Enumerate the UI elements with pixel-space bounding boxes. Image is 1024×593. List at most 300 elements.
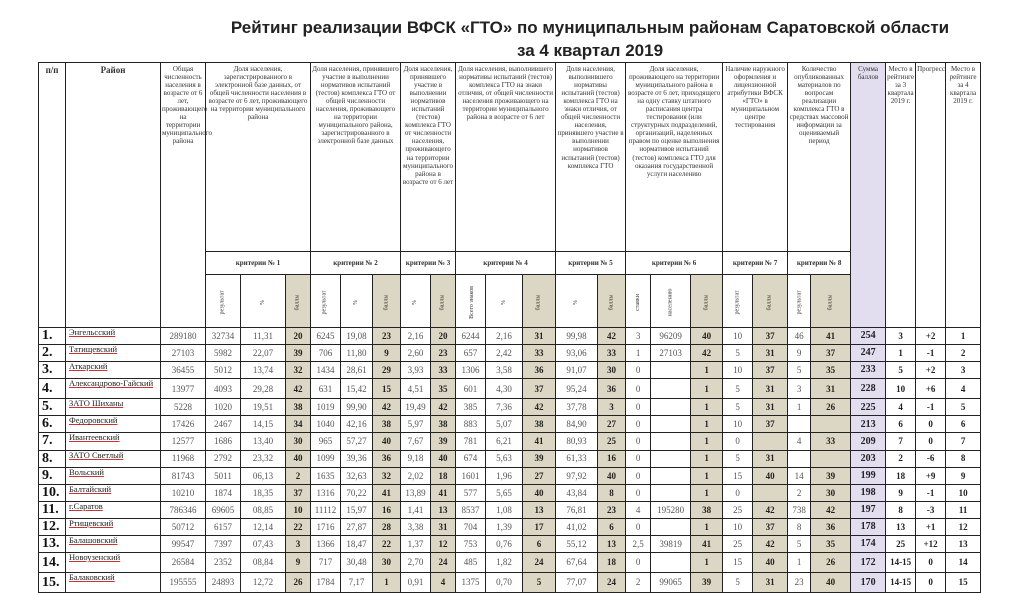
subheader-rates — [626, 275, 651, 328]
cell: 601 — [456, 379, 486, 399]
cell: 80,93 — [556, 433, 598, 450]
subheader-points — [523, 275, 556, 328]
cell: 385 — [456, 399, 486, 416]
row-number: 14. — [39, 553, 66, 573]
table-row — [39, 536, 981, 553]
cell: 1434 — [311, 362, 341, 379]
cell: 99,98 — [556, 328, 598, 345]
place-q3-cell: 9 — [886, 484, 916, 501]
points-cell: 18 — [431, 467, 456, 484]
row-number: 7. — [39, 433, 66, 450]
cell: 3 — [788, 379, 811, 399]
district-name: Балтайский — [66, 484, 161, 501]
place-q4-cell: 5 — [946, 399, 981, 416]
subheader-text: баллы — [827, 294, 834, 310]
cell: 10 — [723, 362, 753, 379]
subheader-pct — [556, 275, 598, 328]
cell: 27,87 — [341, 518, 373, 535]
points-cell: 17 — [523, 518, 556, 535]
points-cell: 12 — [431, 536, 456, 553]
rating-table — [38, 62, 981, 593]
sum-cell: 174 — [851, 536, 886, 553]
cell: 3,58 — [486, 362, 523, 379]
cell: 0,76 — [486, 536, 523, 553]
table-row — [39, 362, 981, 379]
points-cell: 1 — [691, 416, 723, 433]
row-number: 4. — [39, 379, 66, 399]
cell: 95,24 — [556, 379, 598, 399]
cell: 5,07 — [486, 416, 523, 433]
points-cell: 42 — [431, 399, 456, 416]
points-cell: 36 — [598, 379, 626, 399]
cell — [651, 399, 691, 416]
cell: 99,90 — [341, 399, 373, 416]
cell: 485 — [456, 553, 486, 573]
header-criterion-5: Доля населения, выполнившего нормативы испытаний (тестов) комплекса ГТО на знаки отличия, от общей численности населения, принявшего участие в выполнении нормативов испытаний (тестов) комплекса ГТО — [556, 63, 626, 252]
progress-cell: +6 — [916, 379, 946, 399]
points-cell: 38 — [691, 501, 723, 518]
points-cell: 13 — [431, 501, 456, 518]
subheader-pct — [401, 275, 431, 328]
district-name: Новоузенский — [66, 553, 161, 573]
points-cell — [753, 484, 788, 501]
cell: 0 — [626, 553, 651, 573]
points-cell: 31 — [431, 518, 456, 535]
cell: 3,38 — [401, 518, 431, 535]
cell: 2,02 — [401, 467, 431, 484]
cell: 69605 — [206, 501, 241, 518]
cell: 0 — [626, 433, 651, 450]
points-cell: 39 — [286, 345, 311, 362]
cell: 27103 — [161, 345, 206, 362]
subheader-text: % — [500, 299, 507, 305]
cell: 738 — [788, 501, 811, 518]
cell: 5 — [723, 399, 753, 416]
header-place-q3: Место в рейтинге за 3 квартала 2019 г. — [886, 63, 916, 328]
row-number: 8. — [39, 450, 66, 467]
progress-cell: -3 — [916, 501, 946, 518]
cell: 61,33 — [556, 450, 598, 467]
points-cell — [811, 450, 851, 467]
points-cell: 38 — [523, 416, 556, 433]
cell: 12577 — [161, 433, 206, 450]
district-name: Ртищевский — [66, 518, 161, 535]
header-place-q4: Место в рейтинге за 4 квартала 2019 г. — [946, 63, 981, 328]
place-q3-cell: 18 — [886, 467, 916, 484]
row-number: 10. — [39, 484, 66, 501]
page-title: Рейтинг реализации ВФСК «ГТО» по муниципальным районам Саратовской области — [230, 18, 950, 37]
points-cell: 41 — [373, 484, 401, 501]
place-q3-cell: 1 — [886, 345, 916, 362]
subheader-points — [431, 275, 456, 328]
cell: 1040 — [311, 416, 341, 433]
cell: 77,07 — [556, 573, 598, 593]
cell: 6157 — [206, 518, 241, 535]
cell: 42,16 — [341, 416, 373, 433]
cell: 2,60 — [401, 345, 431, 362]
points-cell: 40 — [523, 484, 556, 501]
progress-cell: +2 — [916, 362, 946, 379]
cell: 0 — [626, 416, 651, 433]
cell: 1874 — [206, 484, 241, 501]
cell: 1635 — [311, 467, 341, 484]
cell: 965 — [311, 433, 341, 450]
points-cell: 42 — [523, 399, 556, 416]
sum-cell: 213 — [851, 416, 886, 433]
row-number: 15. — [39, 573, 66, 593]
cell: 08,84 — [241, 553, 286, 573]
table-row — [39, 573, 981, 593]
cell: 6245 — [311, 328, 341, 345]
cell: 1716 — [311, 518, 341, 535]
cell: 2792 — [206, 450, 241, 467]
row-number: 9. — [39, 467, 66, 484]
subheader-text: % — [259, 299, 266, 305]
subheader-text: населению — [667, 288, 674, 316]
place-q3-cell: 7 — [886, 433, 916, 450]
district-name: Вольский — [66, 467, 161, 484]
points-cell: 30 — [811, 484, 851, 501]
sum-cell: 233 — [851, 362, 886, 379]
points-cell: 42 — [373, 399, 401, 416]
cell: 3 — [626, 328, 651, 345]
cell: 70,22 — [341, 484, 373, 501]
points-cell: 34 — [286, 416, 311, 433]
place-q3-cell: 2 — [886, 450, 916, 467]
cell: 1316 — [311, 484, 341, 501]
cell — [651, 416, 691, 433]
subheader-population — [651, 275, 691, 328]
cell: 97,92 — [556, 467, 598, 484]
table-row — [39, 467, 981, 484]
cell: 2,16 — [486, 328, 523, 345]
cell: 11112 — [311, 501, 341, 518]
cell: 13,89 — [401, 484, 431, 501]
cell: 08,85 — [241, 501, 286, 518]
place-q3-cell: 3 — [886, 328, 916, 345]
cell: 27103 — [651, 345, 691, 362]
sum-cell: 228 — [851, 379, 886, 399]
cell: 2 — [788, 484, 811, 501]
district-name: Ивантеевский — [66, 433, 161, 450]
cell: 0,70 — [486, 573, 523, 593]
points-cell: 5 — [523, 573, 556, 593]
points-cell: 10 — [286, 501, 311, 518]
points-cell: 18 — [598, 553, 626, 573]
sum-cell: 209 — [851, 433, 886, 450]
cell: 1,96 — [486, 467, 523, 484]
cell: 13977 — [161, 379, 206, 399]
points-cell: 1 — [691, 399, 723, 416]
header-district: Район — [66, 63, 161, 328]
place-q4-cell: 12 — [946, 518, 981, 535]
row-number: 11. — [39, 501, 66, 518]
points-cell: 26 — [286, 573, 311, 593]
points-cell: 41 — [431, 484, 456, 501]
cell: 7,67 — [401, 433, 431, 450]
points-cell: 3 — [286, 536, 311, 553]
header-criterion-7: Наличие наружного оформления и лицензионной атрибутики ВФСК «ГТО» в муниципальном центре тестирования — [723, 63, 788, 252]
points-cell: 2 — [286, 467, 311, 484]
points-cell: 37 — [753, 328, 788, 345]
points-cell — [811, 416, 851, 433]
cell: 5 — [723, 345, 753, 362]
cell: 657 — [456, 345, 486, 362]
points-cell: 29 — [373, 362, 401, 379]
progress-cell: +1 — [916, 518, 946, 535]
points-cell: 3 — [598, 399, 626, 416]
cell — [651, 518, 691, 535]
points-cell: 36 — [523, 362, 556, 379]
points-cell: 1 — [691, 518, 723, 535]
header-sum: Сумма баллов — [851, 63, 886, 328]
cell: 43,84 — [556, 484, 598, 501]
cell: 10 — [723, 416, 753, 433]
progress-cell: 0 — [916, 416, 946, 433]
cell: 4,30 — [486, 379, 523, 399]
points-cell: 20 — [431, 328, 456, 345]
page-subtitle: за 4 квартал 2019 — [516, 41, 664, 60]
place-q3-cell: 13 — [886, 518, 916, 535]
subheader-text: % — [353, 299, 360, 305]
place-q4-cell: 13 — [946, 536, 981, 553]
cell: 717 — [311, 553, 341, 573]
subheader-pct — [341, 275, 373, 328]
cell: 91,07 — [556, 362, 598, 379]
table-row — [39, 518, 981, 535]
place-q4-cell: 14 — [946, 553, 981, 573]
points-cell: 37 — [286, 484, 311, 501]
subheader-text: % — [573, 299, 580, 305]
subheader-points — [753, 275, 788, 328]
cell: 7,36 — [486, 399, 523, 416]
points-cell: 23 — [598, 501, 626, 518]
points-cell: 31 — [753, 399, 788, 416]
cell: 13,74 — [241, 362, 286, 379]
points-cell: 38 — [286, 399, 311, 416]
subheader-text: Всего знаков — [469, 285, 476, 319]
header-criterion-2: Доля населения, принявшего участие в выполнении нормативов испытаний (тестов) комплекса ГТО от общей численности населения, проживающего на территории муниципального района, зарегистрированного в электронной базе данных — [311, 63, 401, 252]
table-row — [39, 328, 981, 345]
cell: 5,63 — [486, 450, 523, 467]
points-cell: 24 — [523, 553, 556, 573]
cell: 4 — [626, 501, 651, 518]
cell: 0,91 — [401, 573, 431, 593]
subheader-text: баллы — [294, 294, 301, 310]
points-cell: 37 — [753, 362, 788, 379]
points-cell: 37 — [523, 379, 556, 399]
points-cell: 40 — [286, 450, 311, 467]
points-cell: 40 — [598, 467, 626, 484]
sum-cell: 203 — [851, 450, 886, 467]
progress-cell: 0 — [916, 553, 946, 573]
cell: 12,14 — [241, 518, 286, 535]
cell: 5 — [788, 536, 811, 553]
points-cell: 38 — [431, 416, 456, 433]
points-cell: 22 — [373, 536, 401, 553]
cell: 99065 — [651, 573, 691, 593]
sum-cell: 254 — [851, 328, 886, 345]
sum-cell: 199 — [851, 467, 886, 484]
cell: 17426 — [161, 416, 206, 433]
points-cell: 30 — [598, 362, 626, 379]
place-q3-cell: 4 — [886, 399, 916, 416]
cell: 1306 — [456, 362, 486, 379]
cell: 07,43 — [241, 536, 286, 553]
cell: 0 — [626, 518, 651, 535]
cell: 0 — [626, 379, 651, 399]
progress-cell: -1 — [916, 345, 946, 362]
points-cell: 42 — [286, 379, 311, 399]
sum-cell: 197 — [851, 501, 886, 518]
progress-cell: -1 — [916, 399, 946, 416]
place-q4-cell: 1 — [946, 328, 981, 345]
place-q3-cell: 8 — [886, 501, 916, 518]
cell: 781 — [456, 433, 486, 450]
cell — [651, 362, 691, 379]
cell: 39819 — [651, 536, 691, 553]
cell: 1099 — [311, 450, 341, 467]
points-cell: 41 — [811, 328, 851, 345]
header-criterion-6: Доля населения, проживающего на территории муниципального района в возрасте от 6 лет, приходящего на одну ставку штатного расписания центра тестирования (или структурных подразделений, организаций, наделенных правом по оценке выполнения нормативов испытаний (тестов) комплекса ГТО для оказания государственной услуги населению — [626, 63, 723, 252]
cell: 706 — [311, 345, 341, 362]
header-criterion-8: Количество опубликованных материалов по вопросам реализации комплекса ГТО в средствах массовой информации за оцениваемый период — [788, 63, 851, 252]
cell: 46 — [788, 328, 811, 345]
place-q3-cell: 10 — [886, 379, 916, 399]
cell: 0 — [626, 399, 651, 416]
cell: 1366 — [311, 536, 341, 553]
sum-cell: 225 — [851, 399, 886, 416]
cell: 39,36 — [341, 450, 373, 467]
cell: 2467 — [206, 416, 241, 433]
row-number: 12. — [39, 518, 66, 535]
sum-cell: 198 — [851, 484, 886, 501]
points-cell: 41 — [523, 433, 556, 450]
cell: 9,18 — [401, 450, 431, 467]
place-q3-cell: 6 — [886, 416, 916, 433]
points-cell: 33 — [523, 345, 556, 362]
progress-cell: 0 — [916, 573, 946, 593]
cell: 1,41 — [401, 501, 431, 518]
cell: 1,39 — [486, 518, 523, 535]
subheader-result — [311, 275, 341, 328]
cell: 6,21 — [486, 433, 523, 450]
points-cell: 33 — [811, 433, 851, 450]
points-cell: 37 — [811, 345, 851, 362]
points-cell: 23 — [373, 328, 401, 345]
points-cell: 15 — [373, 379, 401, 399]
cell: 5982 — [206, 345, 241, 362]
progress-cell: 0 — [916, 433, 946, 450]
cell: 18,35 — [241, 484, 286, 501]
district-name: Энгельсский — [66, 328, 161, 345]
cell: 76,81 — [556, 501, 598, 518]
subheader-result — [206, 275, 241, 328]
cell: 1019 — [311, 399, 341, 416]
cell: 883 — [456, 416, 486, 433]
cell — [788, 416, 811, 433]
district-name: Балаковский — [66, 573, 161, 593]
cell: 7,17 — [341, 573, 373, 593]
cell: 1 — [626, 345, 651, 362]
criterion-label: критерии № 6 — [626, 252, 723, 275]
district-name: Федоровский — [66, 416, 161, 433]
sum-cell: 172 — [851, 553, 886, 573]
points-cell: 20 — [286, 328, 311, 345]
points-cell: 39 — [691, 573, 723, 593]
points-cell: 38 — [373, 416, 401, 433]
subheader-points — [373, 275, 401, 328]
cell — [788, 450, 811, 467]
criterion-label: критерии № 1 — [206, 252, 311, 275]
table-row — [39, 416, 981, 433]
cell: 28,61 — [341, 362, 373, 379]
points-cell: 35 — [811, 362, 851, 379]
points-cell: 36 — [373, 450, 401, 467]
cell: 10 — [723, 518, 753, 535]
cell: 84,90 — [556, 416, 598, 433]
cell: 0 — [626, 450, 651, 467]
sum-cell: 247 — [851, 345, 886, 362]
district-name: Александрово-Гайский — [66, 379, 161, 399]
subheader-text: баллы — [608, 294, 615, 310]
subheader-text: баллы — [383, 294, 390, 310]
cell: 1,82 — [486, 553, 523, 573]
district-name: ЗАТО Шиханы — [66, 399, 161, 416]
cell: 11968 — [161, 450, 206, 467]
points-cell: 13 — [598, 536, 626, 553]
points-cell: 1 — [691, 450, 723, 467]
cell: 93,06 — [556, 345, 598, 362]
cell: 8 — [788, 518, 811, 535]
table-row — [39, 553, 981, 573]
progress-cell: +9 — [916, 467, 946, 484]
points-cell: 31 — [811, 379, 851, 399]
subheader-pct — [241, 275, 286, 328]
points-cell: 36 — [811, 518, 851, 535]
cell: 1,37 — [401, 536, 431, 553]
cell: 1375 — [456, 573, 486, 593]
points-cell: 23 — [431, 345, 456, 362]
row-number: 1. — [39, 328, 66, 345]
cell: 23,32 — [241, 450, 286, 467]
progress-cell: +2 — [916, 328, 946, 345]
cell: 2,70 — [401, 553, 431, 573]
cell: 10 — [723, 328, 753, 345]
cell: 32734 — [206, 328, 241, 345]
subheader-text: результат — [219, 289, 226, 315]
place-q4-cell: 11 — [946, 501, 981, 518]
cell: 13,40 — [241, 433, 286, 450]
cell: 26584 — [161, 553, 206, 573]
place-q4-cell: 4 — [946, 379, 981, 399]
cell: 1,08 — [486, 501, 523, 518]
cell: 50712 — [161, 518, 206, 535]
cell: 289180 — [161, 328, 206, 345]
cell: 25 — [723, 501, 753, 518]
criterion-label: критерии № 4 — [456, 252, 556, 275]
cell: 36455 — [161, 362, 206, 379]
cell: 57,27 — [341, 433, 373, 450]
place-q4-cell: 6 — [946, 416, 981, 433]
subheader-text: баллы — [703, 294, 710, 310]
district-name: Балашовский — [66, 536, 161, 553]
points-cell: 8 — [598, 484, 626, 501]
progress-cell: +12 — [916, 536, 946, 553]
points-cell: 16 — [598, 450, 626, 467]
criterion-label: критерии № 5 — [556, 252, 626, 275]
subheader-points — [286, 275, 311, 328]
